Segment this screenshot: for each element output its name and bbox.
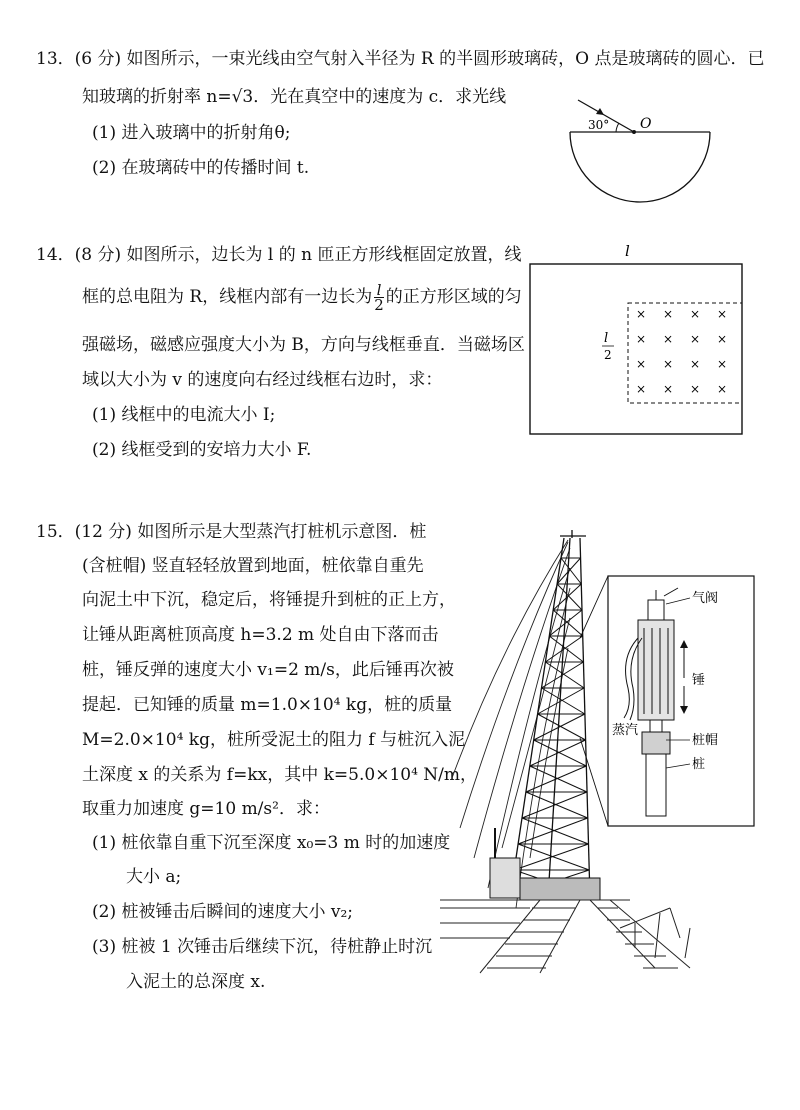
q13-line-1: 13．(6 分) 如图所示，一束光线由空气射入半径为 R 的半圆形玻璃砖，O 点是玻璃砖的圆心．已 bbox=[36, 49, 765, 69]
label-pile-cap: 桩帽 bbox=[692, 733, 719, 748]
field-cross-mark: × bbox=[636, 332, 647, 346]
q14-square-coil bbox=[530, 264, 742, 434]
q15-subquestion-1b: 大小 a; bbox=[126, 867, 182, 887]
q14-line-2-pre: 框的总电阻为 R，线框内部有一边长为 bbox=[82, 287, 373, 307]
field-cross-mark: × bbox=[690, 357, 701, 371]
q14-half-fraction bbox=[374, 283, 384, 312]
q14-top-length-label: l bbox=[625, 242, 630, 260]
q13-semicircle-figure bbox=[560, 94, 720, 204]
q14-coil-figure bbox=[520, 238, 750, 438]
field-cross-mark: × bbox=[663, 357, 674, 371]
q13-subquestion-2: (2) 在玻璃砖中的传播时间 t. bbox=[92, 158, 310, 178]
q14-line-2-post: 的正方形区域的匀 bbox=[385, 287, 522, 307]
q15-line-6: 提起．已知锤的质量 m=1.0×10⁴ kg，桩的质量 bbox=[82, 695, 453, 715]
label-pile: 桩 bbox=[692, 757, 706, 772]
tower-diagonal bbox=[561, 558, 581, 584]
label-valve: 气阀 bbox=[692, 591, 719, 606]
field-cross-mark: × bbox=[717, 332, 728, 346]
field-cross-mark: × bbox=[663, 332, 674, 346]
pile-driver-guy-wires bbox=[452, 540, 570, 908]
q14-subquestion-1: (1) 线框中的电流大小 I; bbox=[92, 405, 276, 425]
q14-side-label-num: l bbox=[604, 331, 609, 346]
q15-line-2: (含桩帽) 竖直轻轻放置到地面，桩依靠自重先 bbox=[82, 556, 424, 576]
q13-angle-arc bbox=[616, 123, 619, 132]
field-cross-mark: × bbox=[663, 382, 674, 396]
field-cross-mark: × bbox=[690, 332, 701, 346]
q14-line-3: 强磁场，磁感应强度大小为 B，方向与线框垂直．当磁场区 bbox=[82, 335, 525, 355]
q15-line-3: 向泥土中下沉，稳定后，将锤提升到桩的正上方， bbox=[82, 590, 456, 610]
q14-frac-denominator: 2 bbox=[374, 296, 384, 314]
q15-line-8: 土深度 x 的关系为 f=kx，其中 k=5.0×10⁴ N/m， bbox=[82, 765, 478, 785]
pile-driver-boiler bbox=[490, 858, 520, 898]
pile-driver-rail-ties bbox=[487, 908, 678, 968]
pile-driver-ground-rails bbox=[440, 900, 690, 973]
label-hammer: 锤 bbox=[692, 673, 706, 688]
field-cross-mark: × bbox=[636, 307, 647, 321]
q15-line-4: 让锤从距离桩顶高度 h=3.2 m 处自由下落而击 bbox=[82, 625, 439, 645]
q15-subquestion-2: (2) 桩被锤击后瞬间的速度大小 v₂; bbox=[92, 902, 354, 922]
field-cross-mark: × bbox=[717, 307, 728, 321]
pile-driver-side-stand bbox=[620, 908, 690, 958]
q15-subquestion-3b: 入泥土的总深度 x. bbox=[126, 972, 266, 992]
field-cross-mark: × bbox=[663, 307, 674, 321]
inset-pointer-top bbox=[580, 576, 608, 638]
q13-line-2: 知玻璃的折射率 n=√3．光在真空中的速度为 c．求光线 bbox=[82, 87, 507, 107]
q14-line-1: 14．(8 分) 如图所示，边长为 l 的 n 匝正方形线框固定放置，线 bbox=[36, 245, 522, 265]
tower-diagonal bbox=[553, 610, 583, 636]
pile-driver-base bbox=[520, 878, 600, 900]
q15-line-9: 取重力加速度 g=10 m/s²．求： bbox=[82, 799, 330, 819]
field-cross-mark: × bbox=[636, 382, 647, 396]
q14-side-label-den: 2 bbox=[604, 348, 612, 362]
q14-field-marks bbox=[636, 307, 727, 396]
pile-driver-detail-inset bbox=[608, 576, 754, 826]
field-cross-mark: × bbox=[717, 357, 728, 371]
field-cross-mark: × bbox=[690, 307, 701, 321]
inset-pointer-bottom bbox=[580, 738, 608, 826]
field-cross-mark: × bbox=[636, 357, 647, 371]
q15-line-5: 桩，锤反弹的速度大小 v₁=2 m/s，此后锤再次被 bbox=[82, 660, 454, 680]
q14-line-4: 域以大小为 v 的速度向右经过线框右边时，求： bbox=[82, 370, 443, 390]
q15-subquestion-1a: (1) 桩依靠自重下沉至深度 x₀=3 m 时的加速度 bbox=[92, 833, 451, 853]
q14-frac-numerator: l bbox=[374, 283, 384, 298]
q15-pile-driver-figure bbox=[440, 528, 770, 978]
q14-subquestion-2: (2) 线框受到的安培力大小 F. bbox=[92, 440, 312, 460]
label-steam: 蒸汽 bbox=[612, 723, 639, 738]
q13-glass-arc bbox=[570, 132, 710, 202]
q15-line-1: 15．(12 分) 如图所示是大型蒸汽打桩机示意图．桩 bbox=[36, 522, 427, 542]
field-cross-mark: × bbox=[690, 382, 701, 396]
pile-driver-tower-braces bbox=[510, 558, 590, 896]
tower-diagonal bbox=[534, 740, 587, 766]
field-cross-mark: × bbox=[717, 382, 728, 396]
q15-line-7: M=2.0×10⁴ kg，桩所受泥土的阻力 f 与桩沉入泥 bbox=[82, 730, 466, 750]
tower-diagonal bbox=[545, 662, 584, 688]
q15-subquestion-3a: (3) 桩被 1 次锤击后继续下沉，待桩静止时沉 bbox=[92, 937, 433, 957]
q14-line-2 bbox=[82, 283, 522, 312]
q13-angle-label: 30° bbox=[588, 118, 610, 132]
q13-center-label: O bbox=[640, 116, 652, 132]
q13-center-point bbox=[632, 130, 636, 134]
q13-subquestion-1: (1) 进入玻璃中的折射角θ; bbox=[92, 123, 291, 143]
